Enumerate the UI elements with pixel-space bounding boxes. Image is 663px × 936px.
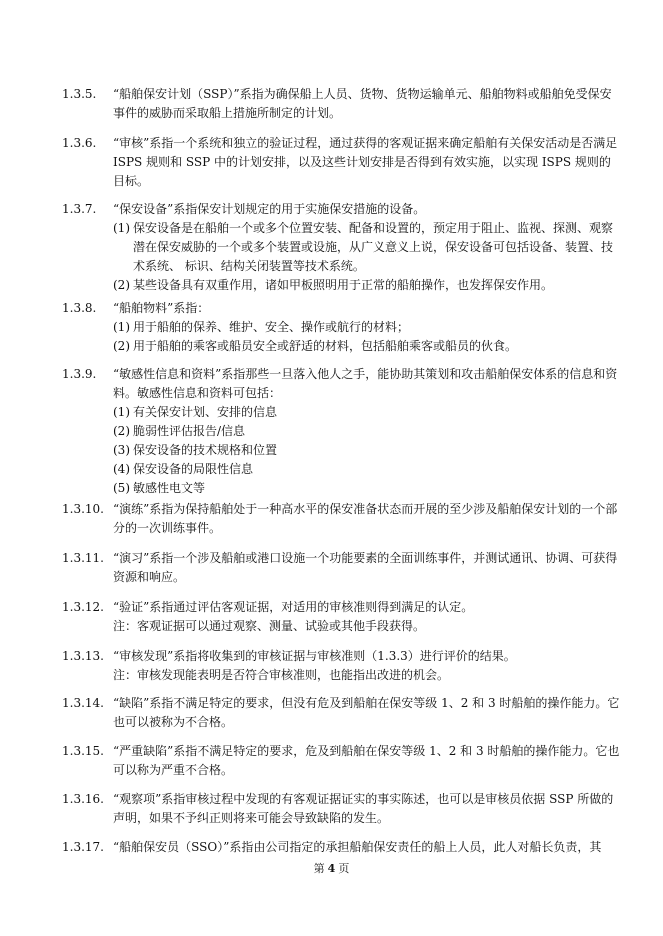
item-index: (5) — [113, 481, 130, 495]
clause-1-3-5 — [62, 85, 622, 123]
clause-note: 注：审核发现能表明是否符合审核准则，也能指出改进的机会。 — [113, 668, 450, 682]
page-number: 4 — [327, 862, 336, 875]
clause-text: “验证”系指通过评估客观证据，对适用的审核准则得到满足的认定。 — [113, 600, 474, 614]
item-text: 有关保安计划、安排的信息 — [133, 405, 278, 419]
item-index: (4) — [113, 462, 130, 476]
footer-suffix: 页 — [338, 862, 350, 875]
item-index: (1) — [113, 221, 130, 235]
item-text: 脆弱性评估报告/信息 — [133, 424, 246, 438]
clause-text: “船舶物料”系指： — [113, 301, 210, 315]
item-text: 用于船舶的保养、维护、安全、操作或航行的材料； — [133, 320, 410, 334]
item-index: (1) — [113, 405, 130, 419]
item-index: (2) — [113, 339, 130, 353]
clause-text: “观察项”系指审核过程中发现的有客观证据证实的事实陈述，也可以是审核员依据 SSP 所做的声明，如果不予纠正则将来可能会导致缺陷的发生。 — [113, 792, 614, 825]
list-item — [113, 460, 621, 479]
item-index: (1) — [113, 320, 130, 334]
clause-1-3-7 — [62, 200, 622, 295]
list-item — [113, 422, 621, 441]
clause-text: “严重缺陷”系指不满足特定的要求，危及到船舶在保安等级 1、2 和 3 时船舶的操作能力。它也可以称为严重不合格。 — [113, 744, 620, 777]
clause-number: 1.3.16. — [62, 792, 104, 806]
list-item — [113, 318, 621, 337]
clause-text: “保安设备”系指保安计划规定的用于实施保安措施的设备。 — [113, 202, 426, 216]
clause-number: 1.3.9. — [62, 367, 97, 381]
item-text: 用于船舶的乘客或船员安全或舒适的材料，包括船舶乘客或船员的伙食。 — [133, 339, 518, 353]
clause-number: 1.3.11. — [62, 551, 104, 565]
page-footer — [0, 862, 663, 876]
clause-text: “演习”系指一个涉及船舶或港口设施一个功能要素的全面训练事件，并测试通讯、协调、可获得资源和响应。 — [113, 551, 618, 584]
clause-number: 1.3.8. — [62, 301, 97, 315]
item-text: 敏感性电文等 — [133, 481, 206, 495]
clause-text: “审核”系指一个系统和独立的验证过程，通过获得的客观证据来确定船舶有关保安活动是否满足 ISPS 规则和 SSP 中的计划安排，以及这些计划安排是否得到有效实施，以实现 ISPS 规则的目标。 — [113, 136, 618, 188]
clause-text: “船舶保安计划（SSP）”系指为确保船上人员、货物、货物运输单元、船舶物料或船舶免受保安事件的威胁而采取船上措施所制定的计划。 — [113, 87, 612, 120]
clause-number: 1.3.5. — [62, 87, 97, 101]
list-item — [113, 403, 621, 422]
clause-1-3-17 — [62, 838, 622, 857]
item-text: 保安设备的局限性信息 — [133, 462, 254, 476]
clause-1-3-11 — [62, 549, 622, 587]
item-index: (3) — [113, 443, 130, 457]
clause-text: “缺陷”系指不满足特定的要求，但没有危及到船舶在保安等级 1、2 和 3 时船舶的操作能力。它也可以被称为不合格。 — [113, 696, 620, 729]
list-item — [113, 337, 621, 356]
item-index: (2) — [113, 278, 130, 292]
item-index: (2) — [113, 424, 130, 438]
clause-1-3-9 — [62, 365, 622, 498]
clause-1-3-12 — [62, 598, 622, 636]
clause-number: 1.3.12. — [62, 600, 104, 614]
list-item — [113, 219, 621, 276]
clause-text: “敏感性信息和资料”系指那些一旦落入他人之手，能协助其策划和攻击船舶保安体系的信息和资料。敏感性信息和资料可包括： — [113, 367, 618, 400]
clause-text: “审核发现”系指将收集到的审核证据与审核准则（1.3.3）进行评价的结果。 — [113, 649, 516, 663]
clause-number: 1.3.7. — [62, 202, 97, 216]
list-item — [113, 479, 621, 498]
clause-1-3-8 — [62, 299, 622, 356]
clause-text: “演练”系指为保持船舶处于一种高水平的保安准备状态而开展的至少涉及船舶保安计划的一个部分的一次训练事件。 — [113, 502, 618, 535]
list-item — [113, 441, 621, 460]
clause-number: 1.3.13. — [62, 649, 104, 663]
clause-text: “船舶保安员（SSO）”系指由公司指定的承担船舶保安责任的船上人员，此人对船长负责，其 — [113, 840, 602, 854]
clause-number: 1.3.14. — [62, 696, 104, 710]
clause-1-3-15 — [62, 742, 622, 780]
clause-1-3-14 — [62, 694, 622, 732]
clause-number: 1.3.10. — [62, 502, 104, 516]
clause-1-3-10 — [62, 500, 622, 538]
clause-number: 1.3.6. — [62, 136, 97, 150]
item-text: 某些设备具有双重作用，诸如甲板照明用于正常的船舶操作，也发挥保安作用。 — [133, 278, 554, 292]
clause-note: 注：客观证据可以通过观察、测量、试验或其他手段获得。 — [113, 619, 426, 633]
list-item — [113, 276, 621, 295]
footer-prefix: 第 — [313, 862, 325, 875]
clause-1-3-13 — [62, 647, 622, 685]
item-text: 保安设备是在船舶一个或多个位置安装、配备和设置的，预定用于阻止、监视、探测、观察潜在保安威胁的一个或多个装置或设施，从广义意义上说，保安设备可包括设备、装置、技术系统、 标识、结构关闭装置等技术系统。 — [133, 221, 614, 273]
clause-number: 1.3.15. — [62, 744, 104, 758]
clause-number: 1.3.17. — [62, 840, 104, 854]
clause-1-3-16 — [62, 790, 622, 828]
clause-1-3-6 — [62, 134, 622, 191]
item-text: 保安设备的技术规格和位置 — [133, 443, 278, 457]
